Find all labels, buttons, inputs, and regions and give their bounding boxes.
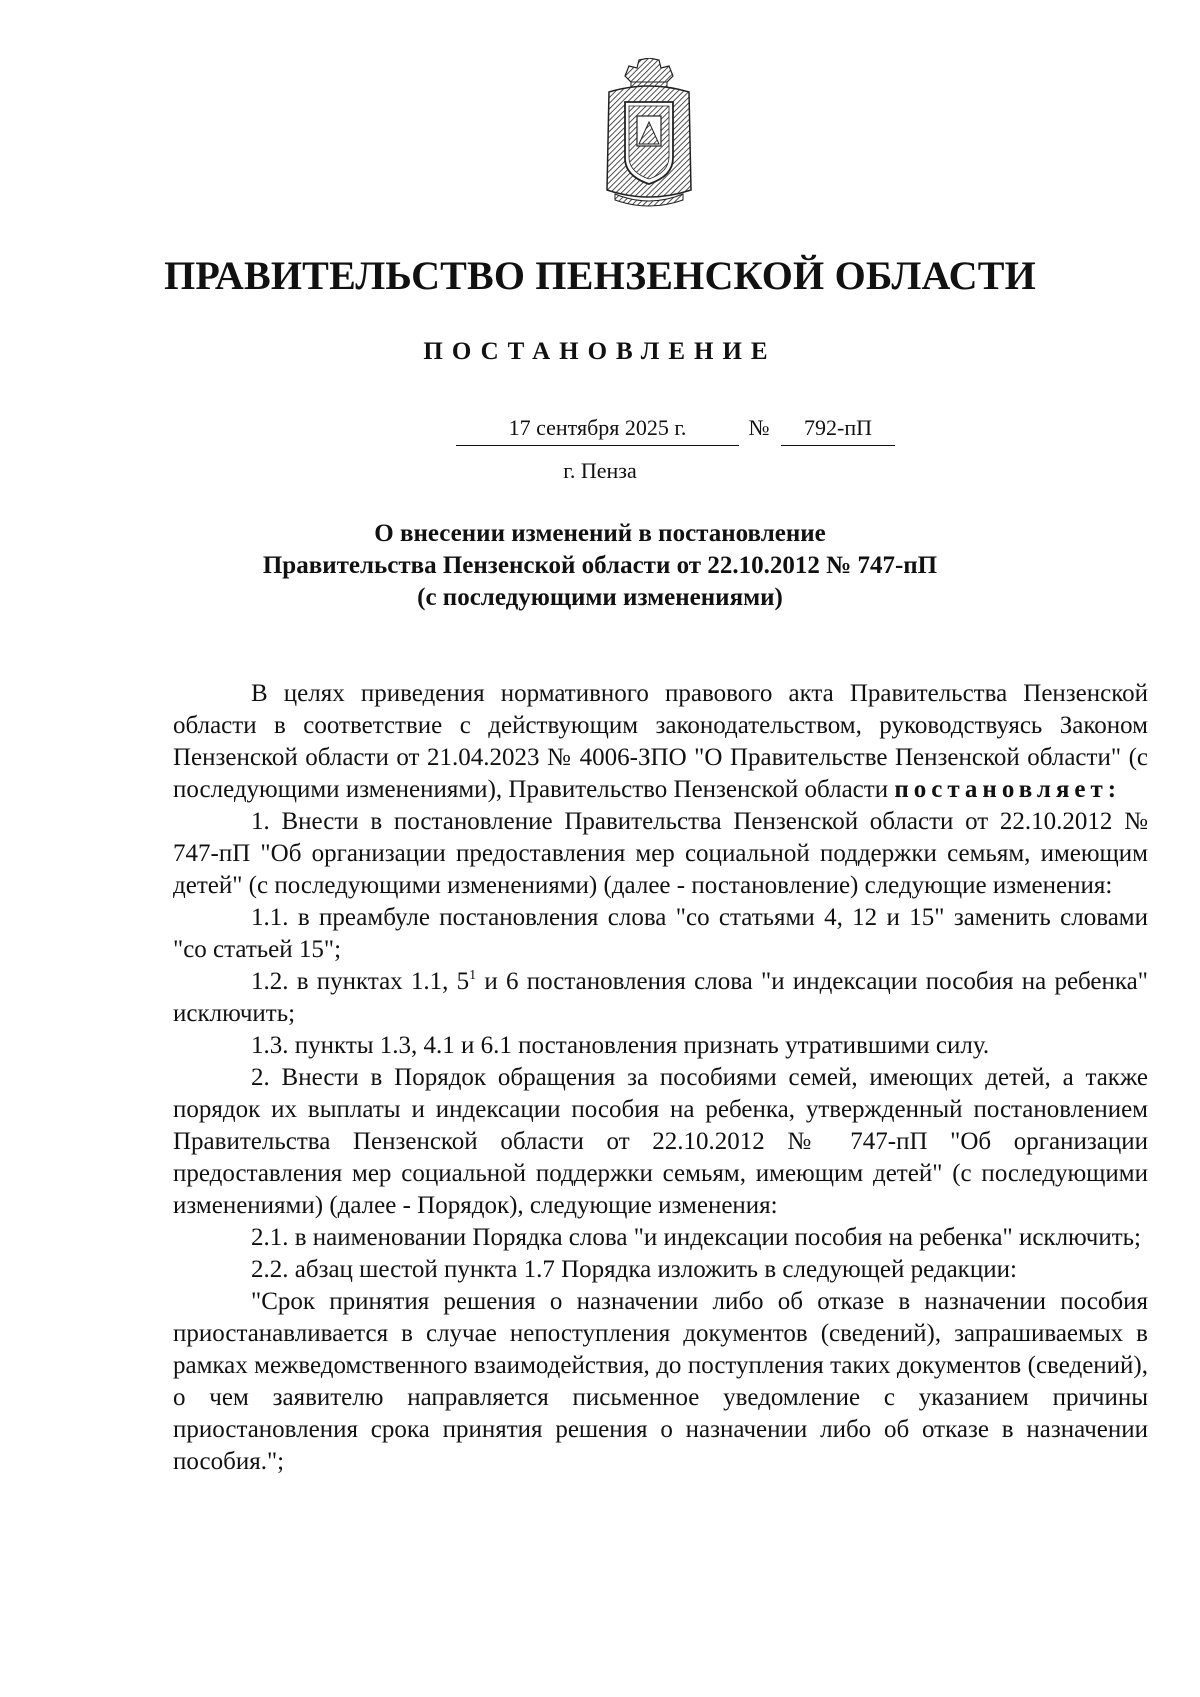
document-type: ПОСТАНОВЛЕНИЕ (423, 338, 777, 365)
subject-line-2: Правительства Пензенской области от 22.10.2012 № 747-пП (262, 552, 938, 579)
document-subject (0, 518, 1200, 614)
penza-region-coat-of-arms-icon (603, 58, 695, 210)
subject-line-3: (с последующими изменениями) (417, 584, 783, 611)
paragraph-1-2-start: 1.2. в пунктах 1.1, 5 (251, 968, 470, 995)
government-title: ПРАВИТЕЛЬСТВО ПЕНЗЕНСКОЙ ОБЛАСТИ (164, 253, 1036, 298)
paragraph-1-1: 1.1. в преамбуле постановления слова "со статьями 4, 12 и 15" заменить словами "со статьей 15"; (173, 904, 1148, 963)
preamble-paragraph (173, 678, 1148, 806)
document-number: 792-пП (781, 415, 895, 446)
city: г. Пенза (563, 458, 637, 483)
paragraph-2: 2. Внести в Порядок обращения за пособиями семей, имеющих детей, а также порядок их выплаты и индексации пособия на ребенка, утвержденный постановлением Правительства Пензенской области от 22.10.2012 № 747-пП "Об организации предоставления мер социальной поддержки семьям, имеющим детей" (с последующими изменениями) (далее - Порядок), следующие изменения: (173, 1064, 1148, 1219)
decides-word: постановляет: (894, 776, 1122, 803)
paragraph-1: 1. Внести в постановление Правительства Пензенской области от 22.10.2012 № 747-пП "Об организации предоставления мер социальной поддержки семьям, имеющим детей" (с последующими изменениями) (далее - постановление) следующие изменения: (173, 808, 1148, 899)
superscript-1: 1 (469, 968, 477, 983)
paragraph-1-2 (173, 966, 1148, 1030)
number-sign: № (748, 415, 770, 440)
preamble-text: В целях приведения нормативного правового акта Правительства Пензенской области в соответствие с действующим законодательством, руководствуясь Законом Пензенской области от 21.04.2023 № 4006-ЗПО "О Правительстве Пензенской области" (с последующими изменениями), Правительство Пензенской области (173, 680, 1148, 803)
paragraph-2-1: 2.1. в наименовании Порядка слова "и индексации пособия на ребенка" исключить; (251, 1224, 1142, 1251)
quoted-paragraph: "Срок принятия решения о назначении либо об отказе в назначении пособия приостанавливается в случае непоступления документов (сведений), запрашиваемых в рамках межведомственного взаимодействия, до поступления таких документов (сведений), о чем заявителю направляется письменное уведомление с указанием причины приостановления срока принятия решения о назначении либо об отказе в назначении пособия."; (173, 1288, 1148, 1475)
document-date: 17 сентября 2025 г. (456, 415, 739, 446)
document-body (173, 678, 1148, 1478)
paragraph-1-2-end: и 6 постановления слова "и индексации пособия на ребенка" исключить; (173, 968, 1148, 1027)
paragraph-1-3: 1.3. пункты 1.3, 4.1 и 6.1 постановления признать утратившими силу. (251, 1032, 990, 1059)
paragraph-2-2: 2.2. абзац шестой пункта 1.7 Порядка изложить в следующей редакции: (251, 1256, 1017, 1283)
subject-line-1: О внесении изменений в постановление (374, 520, 826, 547)
